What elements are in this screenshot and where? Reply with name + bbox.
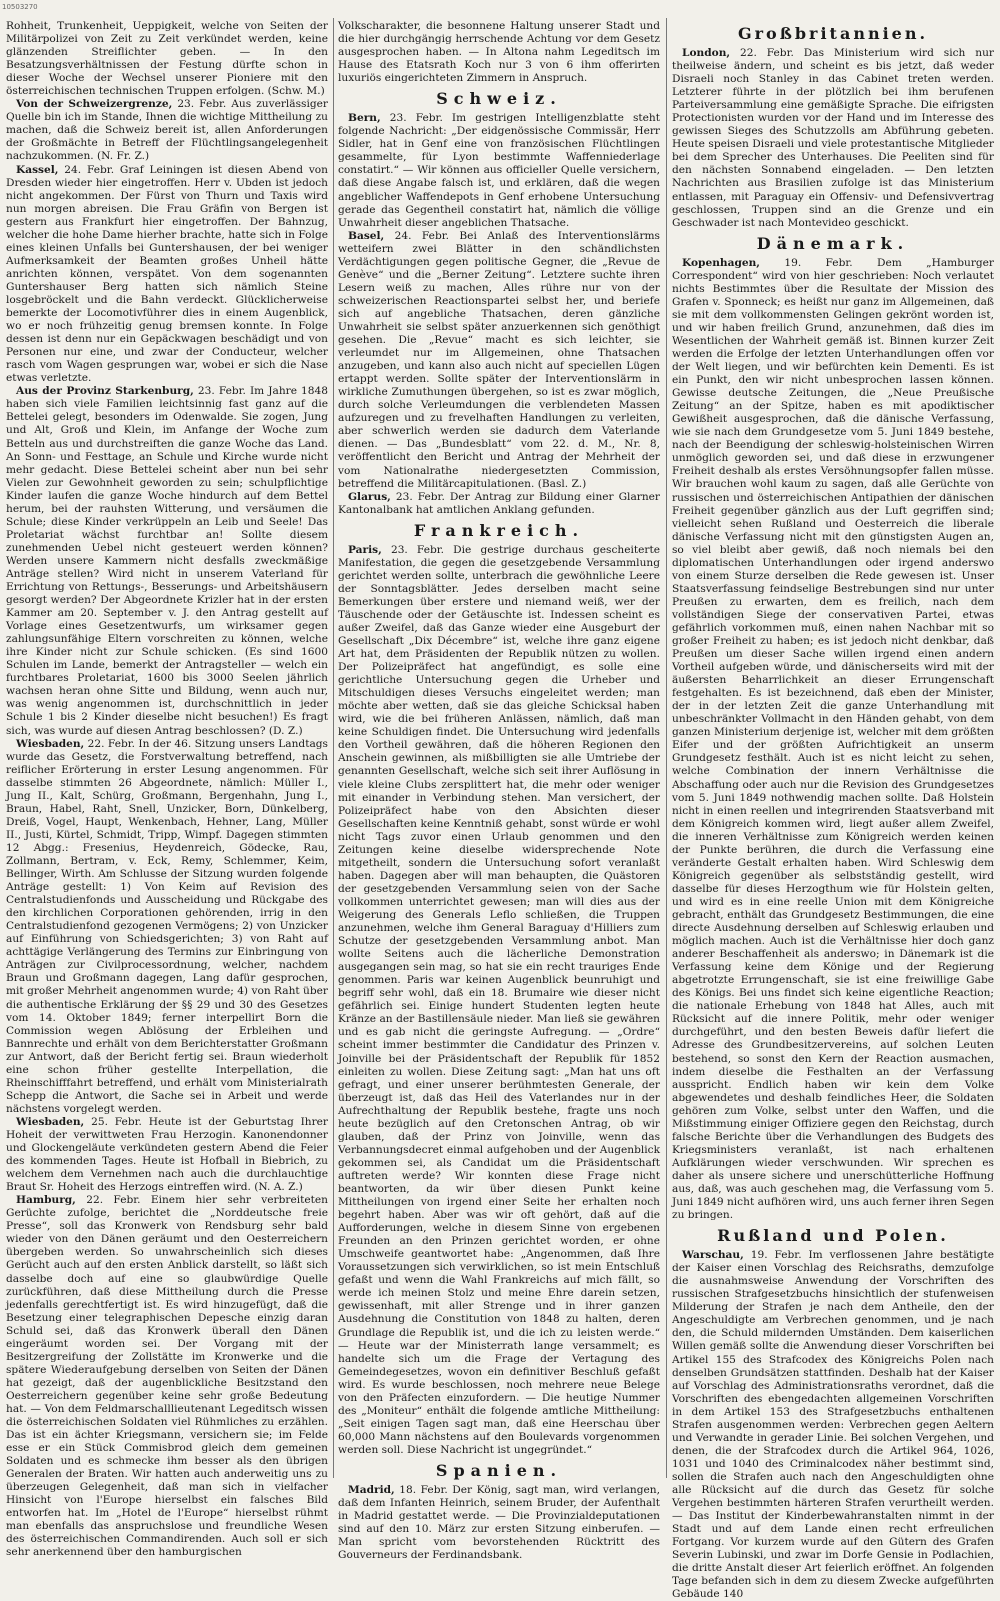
article-kassel xyxy=(6,164,328,386)
column-1 xyxy=(6,20,329,1559)
dateline: Kopenhagen, xyxy=(682,256,760,269)
article-body: 23. Febr. Die gestrige durchaus gescheiterte Manifestation, die gegen die gesetzgebende Versammlung gerichtet werden sollte, unterbrach die gewöhnliche Leere der Sonntagsblätter. Jedes derselben macht seine Bemerkungen über erstere und niemand weiß, wer der Täuschende oder der Getäuschte ist. Indessen scheint es außer Zweifel, daß das Ganze wieder eine Ausgeburt der Gesellschaft „Dix Décembre“ ist, welche ihre ganz eigene Art hat, dem Präsidenten der Republik nützen zu wollen. Der Polizeipräfect hat angefündigt, es solle eine gerichtliche Untersuchung gegen die Urheber und Mitschuldigen dieses Versuchs eingeleitet werden; man möchte aber wetten, daß sie das gleiche Schicksal haben wird, wie die bei früheren Anlässen, nämlich, daß man keine Schuldigen findet. Die Untersuchung wird jedenfalls den Vortheil gewähren, daß die höheren Regionen den Anschein gewinnen, als mißbilligten sie alle Umtriebe der genannten Gesellschaft, welche sich seit ihrer Auflösung in viele kleine Clubs zersplittert hat, die mehr oder weniger mit einander in Verbindung stehen. Man versichert, der Polizeipräfect habe von den Absichten dieser Gesellschaften keine Kenntniß gehabt, sonst würde er wohl nicht Tags zuvor einen Urlaub genommen und den Zeitungen keine dieselbe widersprechende Note mitgetheilt, sondern die Untersuchung sofort veranlaßt haben. Dagegen aber will man behaupten, die Quästoren der gesetzgebenden Versammlung seien von der Sache vollkommen unterrichtet gewesen; man will dies aus der Weigerung des Generals Leflo schließen, die Truppen anzunehmen, welche ihm General Baraguay d'Hilliers zum Schutze der gesetzgebenden Versammlung anbot. Man wollte Seitens auch die lächerliche Demonstration ausgegangen sein mag, so hat sie ein recht trauriges Ende genommen. Paris war keinen Augenblick beunruhigt und begriff sehr wohl, daß ein 18. Brumaire wie dieser nicht gefährlich sei. Einige hundert Studenten legten heute Kränze an der Bastillensäule nieder. Man ließ sie gewähren und es gab nicht die geringste Aufregung. — „Ordre“ scheint immer bestimmter die Candidatur des Prinzen v. Joinville bei der Präsidentschaft der Republik für 1852 einleiten zu wollen. Diese Zeitung sagt: „Man hat uns oft gefragt, und einer unserer berühmtesten Generale, der überzeugt ist, daß das Heil des Vaterlandes nur in der Aufrechthaltung der Republik bestehe, fragte uns noch heute bezüglich auf den Cretonschen Antrag, ob wir glauben, daß der Prinz von Joinville, wenn das Verbannungsdecret einmal aufgehoben und der Augenblick gekommen sei, als Candidat um die Präsidentschaft auftreten werde? Wir konnten diese Frage nicht beantworten, da wir über diesen Punkt keine Mittheilungen von irgend einer Seite her erhalten noch begehrt haben. Aber was wir oft gehört, daß auf die Aufforderungen, welche in diesem Sinne von ergebenen Freunden an den Prinzen gerichtet worden, er ohne Umschweife geantwortet habe: „Angenommen, daß Ihre Voraussetzungen sich verwirklichen, so ist mein Entschluß gefaßt und wenn die Wahl Frankreichs auf mich fällt, so werde ich meinen Stolz und meine Ehre darein setzen, gewissenhaft, mit aller Strenge und in ihrer ganzen Ausdehnung die Constitution von 1848 zu halten, deren Grundlage die Republik ist, und die ich zu leisten werde.“ — Heute war der Ministerrath lange versammelt; es handelte sich um die Frage der Vertagung des Gemeindegesetzes, wovon ein definitiver Beschluß gefaßt wird. Es wurde beschlossen, noch mehrere neue Belege von den Präfecten einzufordern. — Die heutige Nummer des „Moniteur“ enthält die folgende amtliche Mittheilung: „Seit einigen Tagen sagt man, daß eine Heerschau über 60,000 Mann nächstens auf den Boulevards vorgenommen werden soll. Diese Nachricht ist ungegründet.“ xyxy=(338,543,660,1456)
section-heading-frankreich: Frankreich. xyxy=(413,520,585,540)
article-body: 22. Febr. In der 46. Sitzung unsers Landtags wurde das Gesetz, die Forstverwaltung betreffend, nach reiflicher Erörterung in erster Lesung angenommen. Für dasselbe stimmten 26 Abgeordnete, nämlich: Müller I., Jung II., Kalt, Schürg, Großmann, Bergenhahn, Jung I., Braun, Habel, Raht, Snell, Unzicker, Born, Dünkelberg, Dreiß, Vogel, Haupt, Wenkenbach, Hehner, Lang, Müller II., Justi, Kürtel, Schmidt, Tripp, Wimpf. Dagegen stimmten 12 Abgg.: Fresenius, Heydenreich, Gödecke, Rau, Zollmann, Bertram, v. Eck, Remy, Schlemmer, Keim, Bellinger, Wirth. Am Schlusse der Sitzung wurden folgende Anträge gestellt: 1) Von Keim auf Revision des Centralstudienfonds und Ausscheidung und Rückgabe des den kirchlichen Corporationen gehörenden, irrig in den Centralstudienfond gezogenen Vermögens; 2) von Unzicker auf Einführung von Schiedsgerichten; 3) von Raht auf achttägige Verlängerung des Termins zur Einbringung von Anträgen zur Civilprocessordnung, welcher, nachdem Braun und Großmann dagegen, Lang dafür gesprochen, mit großer Mehrheit angenommen wurde; 4) von Raht über die authentische Erklärung der §§ 29 und 30 des Gesetzes vom 14. Oktober 1849; ferner interpellirt Born die Commission wegen Ablösung der Erbleihen und Bannrechte und erhält von dem Berichterstatter Großmann zur Antwort, daß der Bericht fertig sei. Braun wiederholt eine schon früher gestellte Interpellation, die Rheinschifffahrt betreffend, und erhält vom Ministerialrath Schepp die Antwort, die Sache sei in Arbeit und werde nächstens vorgelegt werden. xyxy=(6,737,328,1115)
article-hamburg xyxy=(6,1194,328,1559)
article-hamburg-continued: Volkscharakter, die besonnene Haltung unserer Stadt und die hier durchgängig herrschende Achtung vor dem Gesetz ausgesprochen haben. — In Altona nahm Legeditsch im Hause des Etatsrath Koch nur 3 von 6 ihm offerirten luxuriös eingerichteten Zimmern in Anspruch. xyxy=(338,20,660,85)
section-heading-daenemark: Dänemark. xyxy=(756,233,910,253)
article-starkenburg xyxy=(6,385,328,737)
article-wiesbaden-2 xyxy=(6,1116,328,1194)
dateline: Warschau, xyxy=(682,1249,744,1262)
section-heading-schweiz: Schweiz. xyxy=(436,89,562,109)
dateline: Paris, xyxy=(348,543,382,556)
article-body: 23. Febr. Der Antrag zur Bildung einer Glarner Kantonalbank hat amtlichen Anklang gefunden. xyxy=(338,490,660,516)
article-body: 25. Febr. Heute ist der Geburtstag Ihrer Hoheit der verwittweten Frau Herzogin. Kanonendonner und Glockengeläute verkündeten gestern Abend die Feier des kommenden Tages. Heute ist Hofball in Biebrich, zu welchem dem Vernehmen nach auch die durchlauchtige Braut Sr. Hoheit des Herzogs eintreffen wird. (N. A. Z.) xyxy=(6,1115,328,1194)
dateline: Madrid, xyxy=(348,1483,395,1496)
article-basel xyxy=(338,230,660,491)
dateline: Wiesbaden, xyxy=(16,1115,85,1128)
article-body: 18. Febr. Der König, sagt man, wird verlangen, daß dem Infanten Heinrich, seinem Bruder, der Aufenthalt in Madrid gestattet werde. — Die Provinzialdeputationen sind auf den 10. März zur ersten Sitzung einberufen. — Man spricht vom bevorstehenden Rücktritt des Gouverneurs der Ferdinandsbank. xyxy=(338,1483,660,1562)
dateline: Von der Schweizergrenze, xyxy=(16,98,173,111)
article-body: 23. Febr. Aus zuverlässiger Quelle bin ich im Stande, Ihnen die wichtige Mittheilung zu machen, daß die Schweiz bereit ist, allen Anforderungen der Großmächte in Betreff der Flüchtlingsangelegenheit nachzukommen. (N. Fr. Z.) xyxy=(6,98,328,163)
dateline: Kassel, xyxy=(16,163,59,176)
section-heading-spanien: Spanien. xyxy=(435,1460,563,1480)
article-paris xyxy=(338,544,660,1457)
article-body: 19. Febr. Im verflossenen Jahre bestätigte der Kaiser einen Vorschlag des Reichsraths, demzufolge die ausnahmsweise Anwendung der Vorschriften des russischen Strafgesetzbuchs hinsichtlich der stufenweisen Milderung der Strafen je nach dem Antheile, den der Angeschuldigte am Verbrechen genommen, und je nach den, die Schuld mildernden Umständen. Dem kaiserlichen Willen gemäß sollte die Anwendung dieser Vorschriften bei Artikel 155 des Strafcodex des Königreichs Polen nach denselben Grundsätzen stattfinden. Deshalb hat der Kaiser auf Vorschlag des Administrationsraths verordnet, daß die Vorschriften des ebengedachten allgemeinen Vorschriften in dem Artikel 153 des Strafgesetzbuchs enthaltenen Strafen ausgenommen werden: Verbrechen gegen Aeltern und Verwandte in gerader Linie. Bei solchen Vergehen, und denen, die der Strafcodex durch die Artikel 964, 1026, 1031 und 1040 des Criminalcodex näher bestimmt sind, sollen die Strafen auch nach den Angeschuldigten ohne alle Rücksicht auf die durch das Gesetz für solche Vergehen bestimmten härteren Strafen verurtheilt werden. — Das Institut der Kinderbewahranstalten nimmt in der Stadt und auf dem Lande einen recht erfreulichen Fortgang. Vor kurzem wurde auf den Gütern des Grafen Severin Lubinski, und zwar im Dorfe Gensie in Podlachien, die dritte Anstalt dieser Art feierlich eröffnet. An folgenden Tage befanden sich in dem zu diesem Zwecke aufgeführten Gebäude 140 xyxy=(672,1249,994,1601)
column-rule-right xyxy=(666,18,667,1478)
article-body: 19. Febr. Dem „Hamburger Correspondent“ wird von hier geschrieben: Noch verlautet nichts Bestimmtes über die Resultate der Mission des Grafen v. Sponneck; es heißt nur ganz im Allgemeinen, daß sie mit dem vollkommensten Gelingen gekrönt worden ist, und wir haben freilich Grund, anzunehmen, daß dies im Wesentlichen der Wahrheit gemäß ist. Binnen kurzer Zeit werden die Erfolge der letzten Unterhandlungen offen vor der Welt liegen, und wir befürchten kein Dementi. Es ist ein Punkt, den wir nicht unbesprochen lassen können. Gewisse deutsche Zeitungen, die „Neue Preußische Zeitung“ an der Spitze, haben es mit apodiktischer Gewißheit ausgesprochen, daß die dänische Verfassung, wie sie nach dem Grundgesetze vom 5. Juni 1849 bestehe, nach der Beendigung der schleswig-holsteinischen Wirren unmöglich geworden sei, und daß diese in erzwungener Freiheit deshalb als erstes Versöhnungsopfer fallen müsse. Wir brauchen wohl kaum zu sagen, daß alle Gerüchte von russischen und österreichischen Antipathien der dänischen Freiheit gegenüber gänzlich aus der Luft gegriffen sind; vielleicht sehen Rußland und Oesterreich die liberale dänische Verfassung nicht mit den günstigsten Augen an, so viel bleibt aber gewiß, daß noch niemals bei den diplomatischen Unterhandlungen oder irgend anderswo von einem Sturze derselben die Rede gewesen ist. Unser Staatsverfassung feindselige Bestrebungen sind nur unter Preußen zu erwarten, dem es freilich, nach dem vollständigen Siege der conservativen Partei, etwas gefährlich vorkommen muß, einen nahen Nachbar mit so großer Freiheit zu haben; es ist jedoch nicht denkbar, daß Preußen um dieser Sache willen irgend einen andern Vortheil aufgeben würde, und dänischerseits wird mit der äußersten Beharrlichkeit an dieser Errungenschaft festgehalten. Es ist bezeichnend, daß eben der Minister, der in der letzten Zeit die ganze Unterhandlung mit unbeschränkter Vollmacht in den Händen gehabt, von dem ganzen Ministerium derjenige ist, welcher mit dem größten Eifer und der größten Aufrichtigkeit an unserm Grundgesetz festhält. Auch ist es nicht leicht zu sehen, welche Combination der innern Verhältnisse die Abschaffung oder auch nur die Revision des Grundgesetzes vom 5. Juni 1849 nothwendig machen sollte. Daß Holstein nicht in einen reellen und integrirenden Staatsverband mit dem Königreich kommen wird, liegt außer allem Zweifel, die inneren Verhältnisse zum Königreich werden keinen der Punkte berühren, die durch die Verfassung eine veränderte Gestalt erhalten haben. Wird Schleswig dem Königreich gegenüber als selbstständig gestellt, wird dasselbe für dieses Herzogthum wie für Holstein gelten, und wird es in eine reelle Union mit dem Königreiche gebracht, enthält das Grundgesetz Bestimmungen, die eine directe Ausdehnung derselben auf Schleswig erlauben und möglich machen. Auch ist die Verhältnisse hier doch ganz anderer Beschaffenheit als anderswo; in Dänemark ist die Verfassung keine dem Könige und der Regierung abgetrotzte Errungenschaft, sie ist eine freiwillige Gabe des Königs. Bei uns findet sich keine eigentliche Reaction; die nationale Erhebung von 1848 hat Alles, auch mit Rücksicht auf die innere Politik, mehr oder weniger durchgeführt, und den besten Beweis dafür liefert die Adresse des Grundbesitzervereins, auf solchen Leuten bestehend, so sonst den Kern der Reaction ausmachen, indem dieselbe die Festhalten an der Verfassung ausspricht. Endlich haben wir kein dem Volke abgewendetes und deshalb feindliches Heer, die Soldaten gehören zum Volke, selbst unter den Waffen, und die Mißstimmung einiger Offiziere gegen den Reichstag, durch falsche Berichte über die Verhandlungen des Budgets des Kriegsministers veranlaßt, ist nach erhaltenen Aufklärungen wieder verschwunden. Wir sprechen es daher als unsere sichere und unerschütterliche Hoffnung aus, daß, was auch geschehen mag, die Verfassung vom 5. Juni 1849 nicht aufhören wird, uns auch ferner ihren Segen zu bringen. xyxy=(672,256,995,1222)
article-body: 22. Febr. Das Ministerium wird sich nur theilweise ändern, und scheint es bis jetzt, daß weder Disraeli noch Stanley in das Cabinet treten werden. Letzterer führte in der plötzlich bei ihm berufenen Parteiversammlung eine gemäßigte Sprache. Die eifrigsten Protectionisten wurden vor der Hand und im Interesse des gewissen Sieges des Schutzzolls am Abführung gebeten. Heute speisen Disraeli und viele protestantische Mitglieder bei dem Sprecher des Unterhauses. Die Peeliten sind für den nächsten Sonnabend eingeladen. — Den letzten Nachrichten aus Brasilien zufolge ist das Ministerium entlassen, mit Paraguay ein Offensiv- und Defensivvertrag geschlossen, Truppen sind an die Grenze und ein Geschwader ist nach Montevideo geschickt. xyxy=(672,47,994,229)
section-heading-grossbritannien: Großbritannien. xyxy=(737,24,929,43)
article-bern xyxy=(338,112,660,229)
dateline: Basel, xyxy=(348,229,385,242)
article-schweizergrenze xyxy=(6,98,328,163)
article-wiesbaden-1 xyxy=(6,738,328,1116)
section-heading-russland-polen: Rußland und Polen. xyxy=(717,1226,949,1246)
dateline: London, xyxy=(682,47,731,59)
dateline: Glarus, xyxy=(348,490,391,503)
article-madrid xyxy=(338,1484,660,1562)
dateline: Aus der Provinz Starkenburg, xyxy=(16,385,194,398)
column-rule-left xyxy=(333,18,334,1478)
column-2 xyxy=(338,20,660,1562)
column-3 xyxy=(672,20,995,1601)
article-body: 23. Febr. Im gestrigen Intelligenzblatte steht folgende Nachricht: „Der eidgenössische Commissär, Herr Sidler, hat in Genf eine von französischen Flüchtlingen gesammelte, für Lyon bestimmte Waffenniederlage constatirt.“ — Wir können aus officieller Quelle versichern, daß diese Angabe falsch ist, und erklären, daß die wegen angeblicher Waffendepots in Genf erhobene Untersuchung gerade das Gegentheil constatirt hat, nämlich die völlige Unwahrheit dieser angeblichen Thatsache. xyxy=(338,112,660,229)
article-kopenhagen xyxy=(672,257,994,1222)
dateline: Hamburg, xyxy=(16,1194,76,1207)
article-body: 24. Febr. Graf Leiningen ist diesen Abend von Dresden wieder hier eingetroffen. Herr v. Ubden ist jedoch nicht angekommen. Der Fürst von Thurn und Taxis wird nun morgen abreisen. Die Frau Gräfin von Bergen ist gestern aus Frankfurt hier eingetroffen. Der Bahnzug, welcher die hohe Dame hierher brachte, hatte sich in Folge eines kleinen Unfalls bei Guntershausen, der bei weniger Aufmerksamkeit der Beamten großes Unheil hätte anrichten können, verspätet. Von dem sogenannten Guntershauser Berg hatten sich nämlich Steine losgebröckelt und die Bahn verdeckt. Glücklicherweise bemerkte der Locomotivführer dies in einem Augenblick, wo er noch frühzeitig genug bremsen konnte. In Folge dessen ist denn nur ein Gepäckwagen beschädigt und von Personen nur eine, und zwar der Conducteur, welcher rasch vom Wagen gesprungen war, wobei er sich die Nase etwas verletzte. xyxy=(6,163,328,385)
article-glarus xyxy=(338,491,660,517)
scan-id: 10503270 xyxy=(2,3,38,11)
article-warschau xyxy=(672,1249,994,1601)
article-body: 24. Febr. Bei Anlaß des Interventionslärms wetteifern zwei Blätter in den schändlichsten Verdächtigungen gegen politische Gegner, die „Revue de Genève“ und die „Berner Zeitung“. Letztere suchte ihren Lesern weiß zu machen, Alles rühre nur von der schweizerischen Reactionspartei selbst her, und beriefe sich auf angebliche Thatsachen, deren gänzliche Unwahrheit sie selbst später anzuerkennen sich genöthigt gesehen. Die „Revue“ macht es sich leichter, sie verleumdet nur im Allgemeinen, ohne Thatsachen anzugeben, und kann also auch nicht auf speciellen Lügen ertappt werden. Sollte später der Interventionslärm in wirkliche Zumuthungen übergehen, so ist es zwar möglich, durch solche Verleumdungen die verblendeten Massen aufzuregen und zu frevelhaften Handlungen zu verleiten, aber schwerlich werden sie dadurch dem Vaterlande dienen. — Das „Bundesblatt“ vom 22. d. M., Nr. 8, veröffentlicht den Bericht und Antrag der Mehrheit der vom Nationalrathe niedergesetzten Commission, betreffend die Militärcapitulationen. (Basl. Z.) xyxy=(338,229,660,490)
dateline: Bern, xyxy=(348,112,381,125)
article-body: 23. Febr. Im Jahre 1848 haben sich viele Familien leichtsinnig fast ganz auf die Bettelei gelegt, besonders im Odenwalde. Sie zogen, Jung und Alt, Groß und Klein, im Anfange der Woche zum Betteln aus und durchstreiften die ganze Woche das Land. An Sonn- und Festtage, an Schule und Kirche wurde nicht mehr gedacht. Diese Bettelei scheint aber nun bei sehr Vielen zur Gewohnheit geworden zu sein; schulpflichtige Kinder laufen die ganze Woche hindurch auf dem Bettel herum, bei der rauhsten Witterung, und versäumen die Schule; diese Kinder verkrüppeln an Leib und Seele! Das Proletariat wächst furchtbar an! Sollte diesem zunehmenden Uebel nicht gesteuert werden können? Werden unsere Kammern nicht desfalls zweckmäßige Anträge stellen? Wird nicht in unserem Vaterland für Errichtung von Rettungs-, Besserungs- und Arbeitshäusern gesorgt werden? Der Abgeordnete Krizler hat in der ersten Kammer am 20. September v. J. den Antrag gestellt auf Vorlage eines Gesetzentwurfs, um wirksamer gegen zahlungsunfähige Eltern vorschreiten zu können, welche ihre Kinder nicht zur Schule schicken. (Es sind 1600 Schulen im Lande, bemerkt der Antragsteller — welch ein furchtbares Proletariat, 1600 bis 3000 Seelen jährlich wachsen heran ohne Sitte und Bildung, wenn auch nur, was wenig angenommen ist, durchschnittlich in jeder Schule 1 bis 2 Kinder dieselbe nicht besuchen!) Es fragt sich, was wurde auf diesen Antrag beschlossen? (D. Z.) xyxy=(6,385,329,737)
article-fortress: Rohheit, Trunkenheit, Ueppigkeit, welche von Seiten der Militärpolizei von Zeit zu Zeit verkündet werden, keine glänzenden Streiflichter geben. — In den Besatzungsverhältnissen der Festung dürfte schon in dieser Woche der Wechsel unserer Pioniere mit den österreichischen technischen Truppen erfolgen. (Schw. M.) xyxy=(6,20,328,98)
article-london xyxy=(672,47,994,230)
article-body: 22. Febr. Einem hier sehr verbreiteten Gerüchte zufolge, berichtet die „Norddeutsche freie Presse“, soll das Kronwerk von Rendsburg sehr bald wieder von den Dänen geräumt und den Oesterreichern übergeben werden. So unwahrscheinlich sich dieses Gerücht auch auf den ersten Anblick darstellt, so läßt sich dasselbe doch auf eine so glaubwürdige Quelle zurückführen, daß diese Mittheilung durch die Presse jedenfalls gerechtfertigt ist. Es wird hinzugefügt, daß die Besetzung einer telegraphischen Depesche einzig daran Schuld sei, daß das Kronwerk überall den Dänen eingeräumt worden sei. Der Vorgang mit der Besitzergreifung der Zollstätte im Kronwerke und die spätere Wiederaufgebung derselben von Seiten der Dänen hat gezeigt, daß der augenblickliche Besitzstand den Oesterreichern gegenüber keine sehr große Bedeutung hat. — Von dem Feldmarschalllieutenant Legeditsch wissen die österreichischen Soldaten viel Rühmliches zu erzählen. Das ist ein ächter Kriegsmann, versichern sie; im Felde esse er ein Stück Commisbrod gleich dem gemeinen Soldaten und es schmecke ihm besser als den übrigen Generalen der Braten. Wir hatten auch anderweitig uns zu überzeugen Gelegenheit, daß man sich in vielfacher Hinsicht von l'Europe hierselbst ein falsches Bild entworfen hat. Im „Hotel de l'Europe“ hierselbst rühmt man ebenfalls das anspruchslose und freundliche Wesen des österreichischen Commandirenden. Auch soll er sich sehr anerkennend über den hamburgischen xyxy=(6,1194,328,1559)
dateline: Wiesbaden, xyxy=(16,737,85,750)
